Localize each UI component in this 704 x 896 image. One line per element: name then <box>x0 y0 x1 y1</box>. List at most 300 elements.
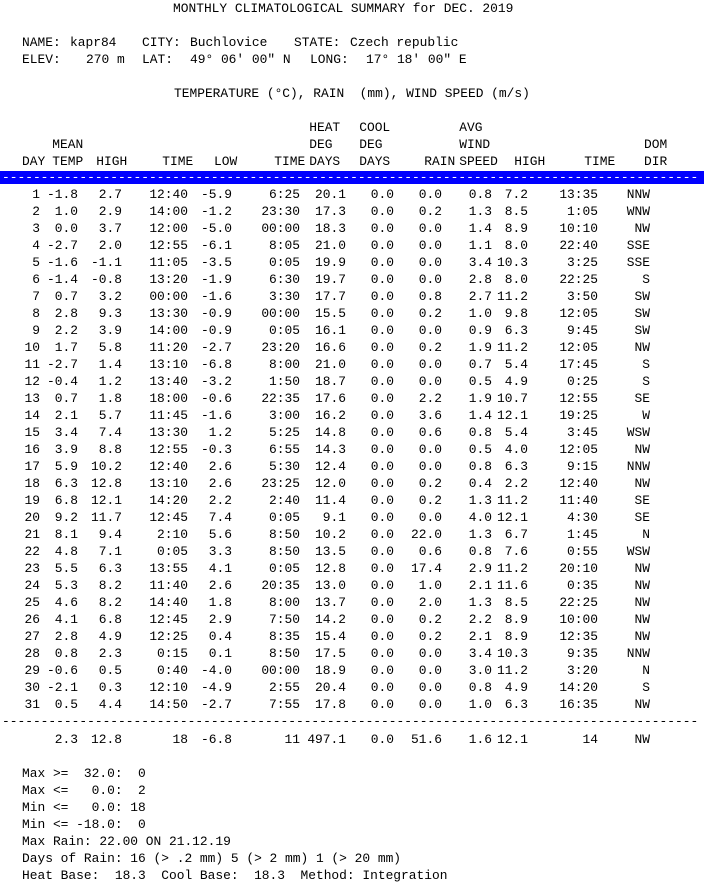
cell-rain: 0.0 <box>418 646 442 661</box>
cell-heat-deg-days: 16.2 <box>315 408 346 423</box>
cell-high-time <box>127 119 193 136</box>
cell-high-time <box>127 136 193 153</box>
cell-cool-deg-days: DAYS <box>359 154 391 169</box>
cell-high-temp: 4.4 <box>98 697 122 712</box>
cell-high-time: 18 <box>172 732 188 747</box>
cell-mean-temp: 2.2 <box>54 323 78 338</box>
cell-rain: 2.0 <box>418 595 442 610</box>
cell-avg-wind-speed: 3.4 <box>468 255 492 270</box>
cell-high-temp: 12.8 <box>91 476 122 491</box>
name-label: NAME: <box>22 35 61 50</box>
cell-low-temp: 2.6 <box>208 578 232 593</box>
cell-day: 30 <box>24 680 40 695</box>
cell-cool-deg-days: 0.0 <box>370 612 394 627</box>
cell-wind-high-time: 22:25 <box>559 272 598 287</box>
table-row <box>0 356 650 373</box>
cell-mean-temp: 2.8 <box>54 306 78 321</box>
table-row <box>0 305 650 322</box>
cell-low-time: 5:25 <box>269 425 300 440</box>
cell-heat-deg-days: 20.1 <box>315 187 346 202</box>
cell-wind-high: 6.3 <box>504 459 528 474</box>
cell-low-temp: 2.9 <box>208 612 232 627</box>
cell-low-temp: -0.6 <box>201 391 232 406</box>
header-separator-band <box>0 171 704 184</box>
cell-dom-dir: NW <box>634 697 650 712</box>
cell-rain: 0.0 <box>418 238 442 253</box>
cell-wind-high: 8.9 <box>504 612 528 627</box>
table-row <box>0 458 650 475</box>
header-row-2 <box>0 136 667 153</box>
cell-cool-deg-days: 0.0 <box>370 323 394 338</box>
cell-cool-deg-days: 0.0 <box>370 442 394 457</box>
cell-avg-wind-speed: 2.1 <box>468 578 492 593</box>
cell-cool-deg-days: 0.0 <box>370 374 394 389</box>
cell-mean-temp: 0.0 <box>54 221 78 236</box>
cell-low-temp: 2.6 <box>208 476 232 491</box>
table-row <box>0 645 650 662</box>
cell-dom-dir: NW <box>634 595 650 610</box>
cell-mean-temp: 8.1 <box>54 527 78 542</box>
cell-wind-high-time: 16:35 <box>559 697 598 712</box>
cell-low-time: 11 <box>284 732 300 747</box>
cell-heat-deg-days: 11.4 <box>315 493 346 508</box>
cell-high-temp: -0.8 <box>91 272 122 287</box>
cell-wind-high: 11.6 <box>497 578 528 593</box>
cell-high-time: 13:20 <box>149 272 188 287</box>
cell-high-time: 13:55 <box>149 561 188 576</box>
summary-line: Heat Base: 18.3 Cool Base: 18.3 Method: Integration <box>22 868 448 883</box>
cell-avg-wind-speed: 1.4 <box>468 408 492 423</box>
table-row <box>0 560 650 577</box>
table-row <box>0 407 650 424</box>
cell-dom-dir: SE <box>634 391 650 406</box>
cell-heat-deg-days: 18.7 <box>315 374 346 389</box>
cell-high-temp: 2.3 <box>98 646 122 661</box>
cell-high-time: 11:05 <box>149 255 188 270</box>
table-row <box>0 526 650 543</box>
cell-high-temp: 1.8 <box>98 391 122 406</box>
summary-line: Days of Rain: 16 (> .2 mm) 5 (> 2 mm) 1 (> 20 mm) <box>22 851 402 866</box>
cell-rain: 3.6 <box>418 408 442 423</box>
cell-high-time: 12:25 <box>149 629 188 644</box>
cell-avg-wind-speed: WIND <box>459 137 491 152</box>
cell-rain: 1.0 <box>418 578 442 593</box>
cell-high-time: 13:10 <box>149 476 188 491</box>
cell-wind-high-time: 1:05 <box>567 204 598 219</box>
cell-wind-high: 10.3 <box>497 255 528 270</box>
totals-row-cells <box>0 731 650 748</box>
cell-avg-wind-speed: 0.8 <box>468 425 492 440</box>
cell-low-time: 22:35 <box>261 391 300 406</box>
cell-heat-deg-days: 17.6 <box>315 391 346 406</box>
cell-low-time: 6:30 <box>269 272 300 287</box>
cell-cool-deg-days: 0.0 <box>370 221 394 236</box>
cell-mean-temp: -1.4 <box>47 272 78 287</box>
cell-cool-deg-days: DEG <box>359 137 383 152</box>
cell-cool-deg-days: 0.0 <box>370 680 394 695</box>
table-row <box>0 186 650 203</box>
cell-low-temp: -6.8 <box>201 732 232 747</box>
cell-cool-deg-days: 0.0 <box>370 578 394 593</box>
cell-wind-high-time: 4:30 <box>567 510 598 525</box>
cell-avg-wind-speed: 2.8 <box>468 272 492 287</box>
table-row <box>0 509 650 526</box>
table-row <box>0 679 650 696</box>
cell-low-temp: 5.6 <box>208 527 232 542</box>
cell-high-temp: 2.0 <box>98 238 122 253</box>
cell-high-time: TIME <box>162 154 194 169</box>
cell-heat-deg-days: 497.1 <box>307 732 346 747</box>
cell-low-time: 0:05 <box>269 561 300 576</box>
long-label: LONG: <box>310 52 349 67</box>
cell-avg-wind-speed: 0.9 <box>468 323 492 338</box>
cell-rain: 0.2 <box>418 493 442 508</box>
cell-mean-temp: 6.3 <box>54 476 78 491</box>
cell-wind-high: 10.7 <box>497 391 528 406</box>
cell-high-temp: 3.2 <box>98 289 122 304</box>
cell-low-time <box>237 119 305 136</box>
state-value: Czech republic <box>350 35 459 50</box>
cell-mean-temp: -1.8 <box>47 187 78 202</box>
column-headers <box>0 119 667 170</box>
summary-block <box>22 765 447 884</box>
city-value: Buchlovice <box>190 35 268 50</box>
cell-high-time: 14:00 <box>149 204 188 219</box>
page-title: MONTHLY CLIMATOLOGICAL SUMMARY for DEC. 2019 <box>173 1 514 16</box>
cell-day: 22 <box>24 544 40 559</box>
cell-day: 6 <box>32 272 40 287</box>
cell-wind-high: 12.1 <box>497 510 528 525</box>
separator-dashes: ------------------------------------------------------------------------------------------ <box>2 171 699 184</box>
cell-low-temp <box>193 119 237 136</box>
cell-heat-deg-days: 16.1 <box>315 323 346 338</box>
table-row <box>0 322 650 339</box>
lat-value: 49° 06' 00" N <box>190 52 291 67</box>
cell-low-temp: -1.9 <box>201 272 232 287</box>
cell-avg-wind-speed: 1.0 <box>468 697 492 712</box>
cell-low-time: 0:05 <box>269 323 300 338</box>
cell-high-time: 12:40 <box>149 187 188 202</box>
cell-low-temp: -2.7 <box>201 697 232 712</box>
state-label: STATE: <box>294 35 341 50</box>
cell-wind-high-time: 3:45 <box>567 425 598 440</box>
cell-low-time: 8:50 <box>269 527 300 542</box>
elev-label: ELEV: <box>22 52 61 67</box>
cell-day: 11 <box>24 357 40 372</box>
cell-wind-high: 8.5 <box>504 204 528 219</box>
cell-mean-temp: 6.8 <box>54 493 78 508</box>
cell-high-temp: 5.7 <box>98 408 122 423</box>
cell-cool-deg-days: 0.0 <box>370 272 394 287</box>
cell-wind-high-time: 0:55 <box>567 544 598 559</box>
cell-avg-wind-speed: 1.3 <box>468 527 492 542</box>
cell-rain: 0.0 <box>418 374 442 389</box>
cell-cool-deg-days: 0.0 <box>370 732 394 747</box>
cell-avg-wind-speed: 4.0 <box>468 510 492 525</box>
cell-rain: 0.0 <box>418 357 442 372</box>
cell-wind-high-time: 12:55 <box>559 391 598 406</box>
cell-low-temp: -1.2 <box>201 204 232 219</box>
cell-day: 14 <box>24 408 40 423</box>
cell-heat-deg-days: 14.2 <box>315 612 346 627</box>
table-row <box>0 237 650 254</box>
cell-avg-wind-speed: 0.8 <box>468 459 492 474</box>
cell-rain <box>407 136 455 153</box>
cell-high-time: 11:40 <box>149 578 188 593</box>
cell-avg-wind-speed: 2.9 <box>468 561 492 576</box>
cell-cool-deg-days: 0.0 <box>370 357 394 372</box>
cell-low-temp: 2.2 <box>208 493 232 508</box>
cell-cool-deg-days: 0.0 <box>370 255 394 270</box>
cell-wind-high-time: 3:50 <box>567 289 598 304</box>
header-row-1 <box>0 119 667 136</box>
cell-cool-deg-days: 0.0 <box>370 510 394 525</box>
cell-wind-high: 8.5 <box>504 595 528 610</box>
cell-mean-temp: 0.7 <box>54 289 78 304</box>
cell-day: 20 <box>24 510 40 525</box>
cell-high-time: 2:10 <box>157 527 188 542</box>
cell-wind-high-time: 12:35 <box>559 629 598 644</box>
cell-wind-high <box>509 119 545 136</box>
cell-wind-high-time: 22:25 <box>559 595 598 610</box>
table-row <box>0 594 650 611</box>
cell-low-time: 23:20 <box>261 340 300 355</box>
cell-cool-deg-days: 0.0 <box>370 663 394 678</box>
cell-avg-wind-speed: 2.1 <box>468 629 492 644</box>
cell-rain: 0.0 <box>418 272 442 287</box>
cell-wind-high-time: 12:05 <box>559 340 598 355</box>
cell-low-temp: -4.0 <box>201 663 232 678</box>
cell-wind-high: 8.9 <box>504 629 528 644</box>
cell-high-time: 13:30 <box>149 425 188 440</box>
cell-wind-high: 8.0 <box>504 238 528 253</box>
cell-dom-dir <box>615 119 667 136</box>
cell-day: 5 <box>32 255 40 270</box>
cell-low-temp: -6.8 <box>201 357 232 372</box>
cell-low-temp: -1.6 <box>201 289 232 304</box>
table-row <box>0 492 650 509</box>
cell-low-temp: -3.5 <box>201 255 232 270</box>
summary-line: Max >= 32.0: 0 <box>22 766 146 781</box>
cell-high-time: 14:20 <box>149 493 188 508</box>
cell-low-temp <box>193 136 237 153</box>
cell-heat-deg-days: 18.9 <box>315 663 346 678</box>
cell-day: 19 <box>24 493 40 508</box>
cell-day: 15 <box>24 425 40 440</box>
cell-dom-dir: SW <box>634 306 650 321</box>
cell-rain: 0.0 <box>418 510 442 525</box>
cell-rain: 0.0 <box>418 459 442 474</box>
cell-day: 13 <box>24 391 40 406</box>
cell-dom-dir: NW <box>634 340 650 355</box>
cell-avg-wind-speed: 1.3 <box>468 493 492 508</box>
cell-dom-dir: SE <box>634 493 650 508</box>
cell-dom-dir: NW <box>634 442 650 457</box>
cell-heat-deg-days: DAYS <box>309 154 341 169</box>
cell-dom-dir: SSE <box>626 238 650 253</box>
cell-high-time: 12:10 <box>149 680 188 695</box>
cell-rain: 0.0 <box>418 255 442 270</box>
cell-day: 9 <box>32 323 40 338</box>
table-row <box>0 577 650 594</box>
cell-wind-high-time: 12:40 <box>559 476 598 491</box>
table-row <box>0 339 650 356</box>
cell-high-time: 14:00 <box>149 323 188 338</box>
header-row-3 <box>0 153 667 170</box>
cell-avg-wind-speed: 0.5 <box>468 374 492 389</box>
cell-avg-wind-speed: 1.4 <box>468 221 492 236</box>
cell-low-temp: -6.1 <box>201 238 232 253</box>
cell-wind-high <box>509 136 545 153</box>
cell-low-temp: 0.1 <box>208 646 232 661</box>
cell-wind-high-time: 11:40 <box>559 493 598 508</box>
cell-rain: 2.2 <box>418 391 442 406</box>
cell-high-time: 12:55 <box>149 442 188 457</box>
cell-high-temp: 0.5 <box>98 663 122 678</box>
table-row <box>0 441 650 458</box>
cell-heat-deg-days: 13.0 <box>315 578 346 593</box>
cell-rain: 22.0 <box>411 527 442 542</box>
cell-avg-wind-speed: 0.7 <box>468 357 492 372</box>
cell-low-temp: -0.3 <box>201 442 232 457</box>
cell-avg-wind-speed: SPEED <box>459 154 498 169</box>
cell-wind-high: 12.1 <box>497 732 528 747</box>
cell-cool-deg-days: 0.0 <box>370 391 394 406</box>
cell-wind-high: 11.2 <box>497 289 528 304</box>
cell-day: 29 <box>24 663 40 678</box>
cell-low-temp: -1.6 <box>201 408 232 423</box>
cell-dom-dir: WSW <box>626 425 650 440</box>
cell-high-temp: 1.2 <box>98 374 122 389</box>
cell-mean-temp: 3.4 <box>54 425 78 440</box>
cell-high-temp: 12.1 <box>91 493 122 508</box>
cell-wind-high-time: 14:20 <box>559 680 598 695</box>
cell-wind-high-time <box>545 119 615 136</box>
cell-mean-temp: 4.1 <box>54 612 78 627</box>
cell-high-temp: 4.9 <box>98 629 122 644</box>
cell-high-temp <box>83 136 127 153</box>
lat-label: LAT: <box>142 52 173 67</box>
cell-high-temp: 5.8 <box>98 340 122 355</box>
cell-high-time: 13:30 <box>149 306 188 321</box>
cell-wind-high-time: 10:10 <box>559 221 598 236</box>
table-row <box>0 424 650 441</box>
cell-high-time: 12:45 <box>149 612 188 627</box>
cell-rain: 0.0 <box>418 221 442 236</box>
cell-dom-dir: SW <box>634 289 650 304</box>
summary-line: Min <= -18.0: 0 <box>22 817 146 832</box>
elev-value: 270 m <box>86 52 125 67</box>
cell-high-temp: 9.3 <box>98 306 122 321</box>
cell-high-time: 00:00 <box>149 289 188 304</box>
cell-wind-high-time: 12:05 <box>559 306 598 321</box>
cell-avg-wind-speed: 1.0 <box>468 306 492 321</box>
cell-low-time: 0:05 <box>269 510 300 525</box>
cell-wind-high-time: 3:25 <box>567 255 598 270</box>
cell-wind-high-time: 9:15 <box>567 459 598 474</box>
cell-low-time <box>237 136 305 153</box>
cell-day: 8 <box>32 306 40 321</box>
cell-low-temp: 1.2 <box>208 425 232 440</box>
cell-heat-deg-days: 18.3 <box>315 221 346 236</box>
cell-dom-dir: DOM <box>644 137 668 152</box>
cell-high-time: 0:05 <box>157 544 188 559</box>
cell-wind-high: 11.2 <box>497 493 528 508</box>
cell-high-temp <box>83 119 127 136</box>
cell-mean-temp: 4.8 <box>54 544 78 559</box>
cell-low-time: 8:05 <box>269 238 300 253</box>
cell-mean-temp: -0.4 <box>47 374 78 389</box>
table-row <box>0 696 650 713</box>
cell-heat-deg-days: 12.4 <box>315 459 346 474</box>
cell-avg-wind-speed: 1.3 <box>468 595 492 610</box>
cell-day: 3 <box>32 221 40 236</box>
cell-wind-high-time: 1:45 <box>567 527 598 542</box>
cell-low-time: 00:00 <box>261 663 300 678</box>
cell-high-temp: 10.2 <box>91 459 122 474</box>
cell-wind-high: 9.8 <box>504 306 528 321</box>
cell-low-time: 7:50 <box>269 612 300 627</box>
cell-avg-wind-speed: 3.0 <box>468 663 492 678</box>
cell-rain: 0.0 <box>418 680 442 695</box>
cell-high-temp: 8.2 <box>98 595 122 610</box>
cell-rain: RAIN <box>424 154 456 169</box>
cell-dom-dir: NW <box>634 612 650 627</box>
cell-dom-dir: NW <box>634 561 650 576</box>
cell-rain: 0.2 <box>418 306 442 321</box>
cell-wind-high: 2.2 <box>504 476 528 491</box>
table-row <box>0 254 650 271</box>
cell-wind-high-time: 9:35 <box>567 646 598 661</box>
cell-wind-high: 11.2 <box>497 663 528 678</box>
cell-low-time: 23:25 <box>261 476 300 491</box>
cell-cool-deg-days: 0.0 <box>370 561 394 576</box>
cell-dom-dir: WSW <box>626 544 650 559</box>
cell-day: 10 <box>24 340 40 355</box>
cell-wind-high: 4.0 <box>504 442 528 457</box>
cell-avg-wind-speed: AVG <box>459 120 483 135</box>
cell-high-temp: 8.2 <box>98 578 122 593</box>
cell-day: 31 <box>24 697 40 712</box>
cell-high-temp: 7.1 <box>98 544 122 559</box>
cell-day <box>0 731 40 748</box>
cell-dom-dir: S <box>642 680 650 695</box>
table-row <box>0 390 650 407</box>
cell-rain: 0.2 <box>418 204 442 219</box>
cell-cool-deg-days: 0.0 <box>370 595 394 610</box>
city-label: CITY: <box>142 35 181 50</box>
cell-day: 21 <box>24 527 40 542</box>
table-row <box>0 543 650 560</box>
cell-high-time: 14:40 <box>149 595 188 610</box>
cell-dom-dir: W <box>642 408 650 423</box>
cell-avg-wind-speed: 0.4 <box>468 476 492 491</box>
cell-low-time: 8:00 <box>269 595 300 610</box>
cell-dom-dir: N <box>642 663 650 678</box>
cell-heat-deg-days: 12.8 <box>315 561 346 576</box>
cell-low-temp: -3.2 <box>201 374 232 389</box>
cell-rain: 0.2 <box>418 629 442 644</box>
cell-low-temp: 1.8 <box>208 595 232 610</box>
cell-wind-high: 8.9 <box>504 221 528 236</box>
cell-avg-wind-speed: 0.8 <box>468 187 492 202</box>
cell-mean-temp: 4.6 <box>54 595 78 610</box>
cell-day: 25 <box>24 595 40 610</box>
table-row <box>0 475 650 492</box>
cell-wind-high: 6.3 <box>504 697 528 712</box>
cell-mean-temp: 5.9 <box>54 459 78 474</box>
cell-day: 18 <box>24 476 40 491</box>
